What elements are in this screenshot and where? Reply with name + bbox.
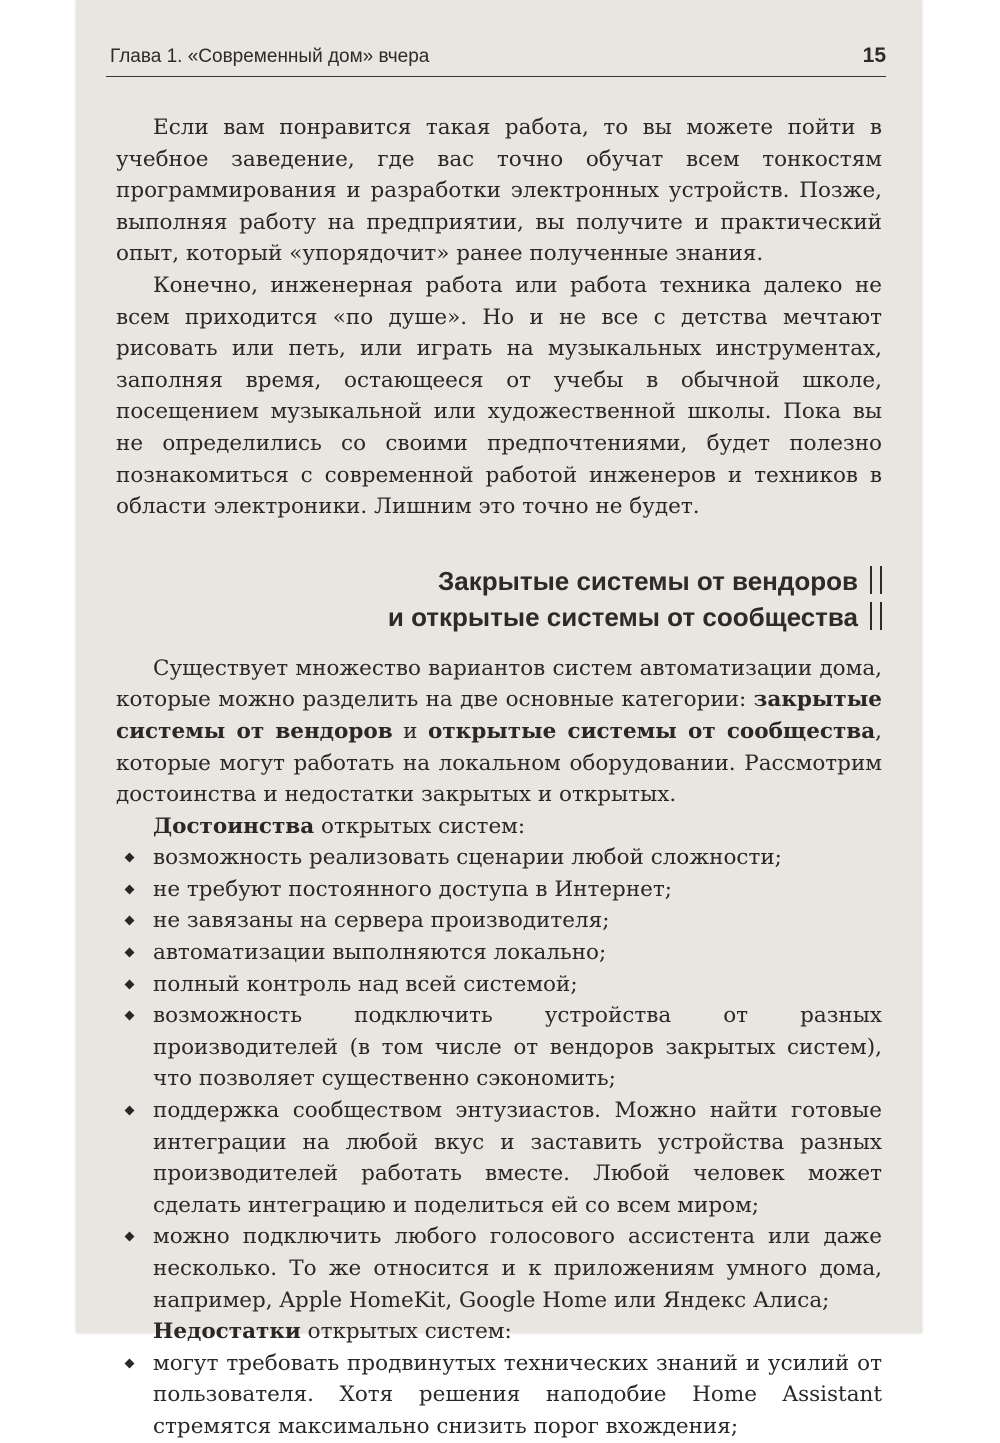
term-open-systems: открытые системы от сообщества: [428, 718, 876, 744]
list-item: полный контроль над всей системой;: [116, 969, 882, 1001]
running-header: [106, 40, 886, 77]
list-item: возможность реализовать сценарии любой сложности;: [116, 842, 882, 874]
diamond-bullet-icon: [125, 1358, 135, 1368]
page-content: [116, 112, 882, 1443]
diamond-bullet-icon: [125, 916, 135, 926]
chapter-title: Глава 1. «Современный дом» вчера: [110, 46, 430, 67]
heading-bars-icon: [870, 602, 882, 630]
advantages-title: Достоинства открытых систем:: [153, 813, 526, 839]
section-heading-line-2: и открытые системы от сообщества: [387, 601, 858, 632]
diamond-bullet-icon: [125, 948, 135, 958]
section-heading: [116, 563, 882, 635]
heading-bars-icon: [870, 566, 882, 594]
diamond-bullet-icon: [125, 853, 135, 863]
paragraph-1: Если вам понравится такая работа, то вы можете пойти в учебное заведение, где вас точно обучат всем тонкостям программирования и разработки электронных устройств. Позже, выполняя работу на предприятии, вы получите и практический опыт, который «упорядочит» ранее полученные знания.: [116, 115, 882, 267]
list-item: можно подключить любого голосового ассистента или даже несколько. То же относится и к приложениям умного дома, например, Apple HomeKit, Google Home или Яндекс Алиса;: [116, 1221, 882, 1316]
disadvantages-title: Недостатки открытых систем:: [153, 1319, 512, 1345]
diamond-bullet-icon: [125, 1106, 135, 1116]
paragraph-2: Конечно, инженерная работа или работа техника далеко не всем приходится «по душе». Но и не все с детства мечтают рисовать или петь, или играть на музыкальных инструментах, заполняя время, остающееся от учебы в обычной школе, посещением музыкальной или художественной школы. Пока вы не определились со своими предпочтениями, будет полезно познакомиться с современной работой инженеров и техников в области электроники. Лишним это точно не будет.: [116, 272, 882, 520]
diamond-bullet-icon: [125, 1232, 135, 1242]
list-item: поддержка сообществом энтузиастов. Можно найти готовые интеграции на любой вкус и заставить устройства разных производителей работать вместе. Любой человек может сделать интеграцию и поделиться ей со всем миром;: [116, 1095, 882, 1221]
list-item: не завязаны на сервера производителя;: [116, 905, 882, 937]
diamond-bullet-icon: [125, 884, 135, 894]
section-intro: Существует множество вариантов систем автоматизации дома, которые можно разделить на две основные категории: закрытые системы от вендоров и открытые системы от сообщества, которые могут работать на локальном оборудовании. Рассмотрим достоинства и недостатки закрытых и открытых.: [116, 655, 883, 808]
disadvantages-list: [116, 1348, 882, 1443]
book-page: [76, 0, 922, 1439]
list-item: автоматизации выполняются локально;: [116, 937, 882, 969]
list-item: могут требовать продвинутых технических знаний и усилий от пользователя. Хотя решения наподобие Home Assistant стремятся максимально снизить порог вхождения;: [116, 1348, 882, 1443]
diamond-bullet-icon: [125, 1011, 135, 1021]
list-item: не требуют постоянного доступа в Интернет;: [116, 874, 882, 906]
page-number: 15: [862, 44, 886, 67]
term-closed-systems: закрытые системы от вендоров: [116, 687, 882, 744]
advantages-list: [116, 842, 882, 1316]
list-item: возможность подключить устройства от разных производителей (в том числе от вендоров закрытых систем), что позволяет существенно сэкономить;: [116, 1000, 882, 1095]
section-heading-line-1: Закрытые системы от вендоров: [437, 565, 858, 596]
diamond-bullet-icon: [125, 979, 135, 989]
